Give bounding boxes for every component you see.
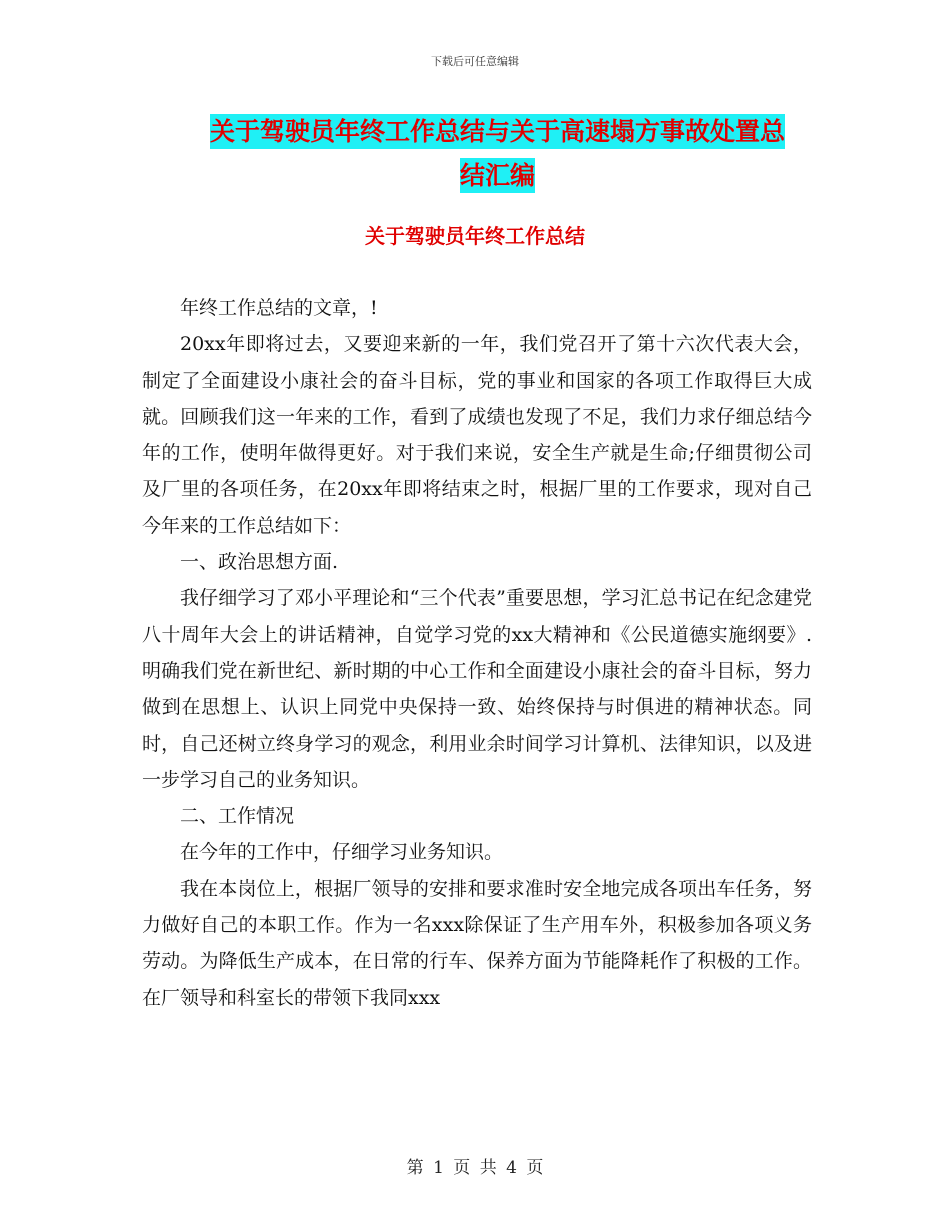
page-footer: 第 1 页 共 4 页 [406, 1158, 544, 1178]
paragraph-overview: 20xx年即将过去，又要迎来新的一年，我们党召开了第十六次代表大会，制定了全面建设小康社会的奋斗目标，党的事业和国家的各项工作取得巨大成就。回顾我们这一年来的工作，看到了成绩也发现了不足，我们力求仔细总结今年的工作，使明年做得更好。对于我们来说，安全生产就是生命;仔细贯彻公司及厂里的各项任务，在20xx年即将结束之时，根据厂里的工作要求，现对自己今年来的工作总结如下： [142, 333, 812, 537]
paragraph-work-intro: 在今年的工作中，仔细学习业务知识。 [180, 841, 504, 864]
document-title-line-2: 结汇编 [460, 158, 535, 193]
document-title-line-1: 关于驾驶员年终工作总结与关于高速塌方事故处置总 [210, 114, 785, 149]
paragraph-political: 我仔细学习了邓小平理论和“三个代表”重要思想，学习汇总书记在纪念建党八十周年大会上的讲话精神，自觉学习党的xx大精神和《公民道德实施纲要》.明确我们党在新世纪、新时期的中心工作和全面建设小康社会的奋斗目标，努力做到在思想上、认识上同党中央保持一致、始终保持与时俱进的精神状态。同时，自己还树立终身学习的观念，利用业余时间学习计算机、法律知识，以及进一步学习自己的业务知识。 [142, 587, 812, 791]
body-text [142, 290, 812, 1016]
paragraph-work-detail: 我在本岗位上，根据厂领导的安排和要求准时安全地完成各项出车任务，努力做好自己的本职工作。作为一名xxx除保证了生产用车外，积极参加各项义务劳动。为降低生产成本，在日常的行车、保养方面为节能降耗作了积极的工作。在厂领导和科室长的带领下我同xxx [142, 877, 812, 1009]
paragraph-intro: 年终工作总结的文章，! [180, 297, 378, 319]
heading-political: 一、政治思想方面. [180, 551, 339, 574]
section-title: 关于驾驶员年终工作总结 [365, 224, 585, 248]
document-title [190, 110, 805, 198]
heading-work: 二、工作情况 [180, 805, 295, 828]
download-note: 下载后可任意编辑 [431, 55, 519, 68]
